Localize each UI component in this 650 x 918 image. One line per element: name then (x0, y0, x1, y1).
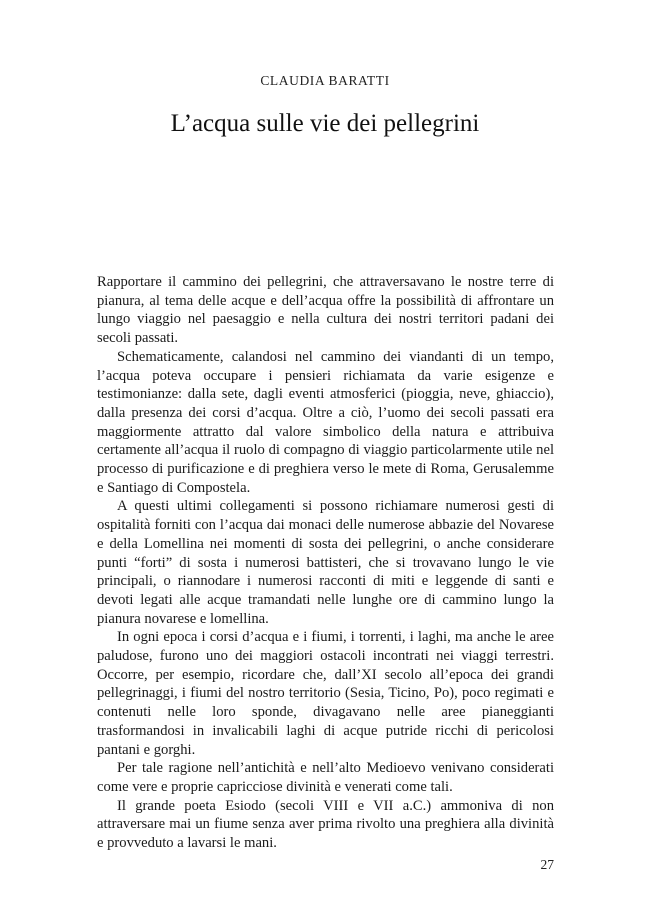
paragraph-2: Schematicamente, calandosi nel cammino dei viandanti di un tempo, l’acqua poteva occupare i pensieri richiamata da varie esigenze e testimonianze: dalla sete, dagli eventi atmosferici (pioggia, neve, ghiaccio), dalla presenza dei corsi d’acqua. Oltre a ciò, l’uomo dei secoli passati era maggiormente attratto dal valore simbolico della natura e attribuiva certamente all’acqua il ruolo di compagno di viaggio particolarmente utile nel processo di purificazione e di preghiera verso le mete di Roma, Gerusalemme e Santiago di Compostela. (97, 348, 554, 496)
article-body (97, 273, 554, 853)
paragraph-6: Il grande poeta Esiodo (secoli VIII e VII a.C.) ammoniva di non attraversare mai un fiume senza aver prima rivolto una preghiera alla divinità e provveduto a lavarsi le mani. (97, 797, 554, 852)
paragraph-3: A questi ultimi collegamenti si possono richiamare numerosi gesti di ospitalità forniti con l’acqua dai monaci delle numerose abbazie del Novarese e della Lomellina nei momenti di sosta dei pellegrini, o anche considerare punti “forti” di sosta i numerosi battisteri, che si trovavano lungo le vie principali, o riannodare i numerosi racconti di miti e leggende di santi e devoti legati alle acque tramandati nelle lunghe ore di cammino lungo la pianura novarese e lomellina. (97, 498, 554, 627)
article-title: L’acqua sulle vie dei pellegrini (170, 110, 480, 137)
paragraph-4: In ogni epoca i corsi d’acqua e i fiumi, i torrenti, i laghi, ma anche le aree paludose, furono uno dei maggiori ostacoli incontrati nei viaggi terrestri. Occorre, per esempio, ricordare che, dall’XI secolo all’epoca dei grandi pellegrinaggi, i fiumi del nostro territorio (Sesia, Ticino, Po), poco regimati e contenuti nelle loro sponde, divagavano nelle aree pianeggianti trasformandosi in invalicabili laghi di acque putride ricchi di pericolosi pantani e gorghi. (97, 629, 554, 758)
paragraph-5: Per tale ragione nell’antichità e nell’alto Medioevo venivano considerati come vere e proprie capricciose divinità e venerati come tali. (97, 760, 554, 795)
author-name: CLAUDIA BARATTI (260, 73, 390, 88)
page-number: 27 (540, 857, 554, 872)
paragraph-1: Rapportare il cammino dei pellegrini, che attraversavano le nostre terre di pianura, al tema delle acque e dell’acqua offre la possibilità di affrontare un lungo viaggio nel paesaggio e nella cultura dei nostri territori padani dei secoli passati. (97, 274, 554, 347)
